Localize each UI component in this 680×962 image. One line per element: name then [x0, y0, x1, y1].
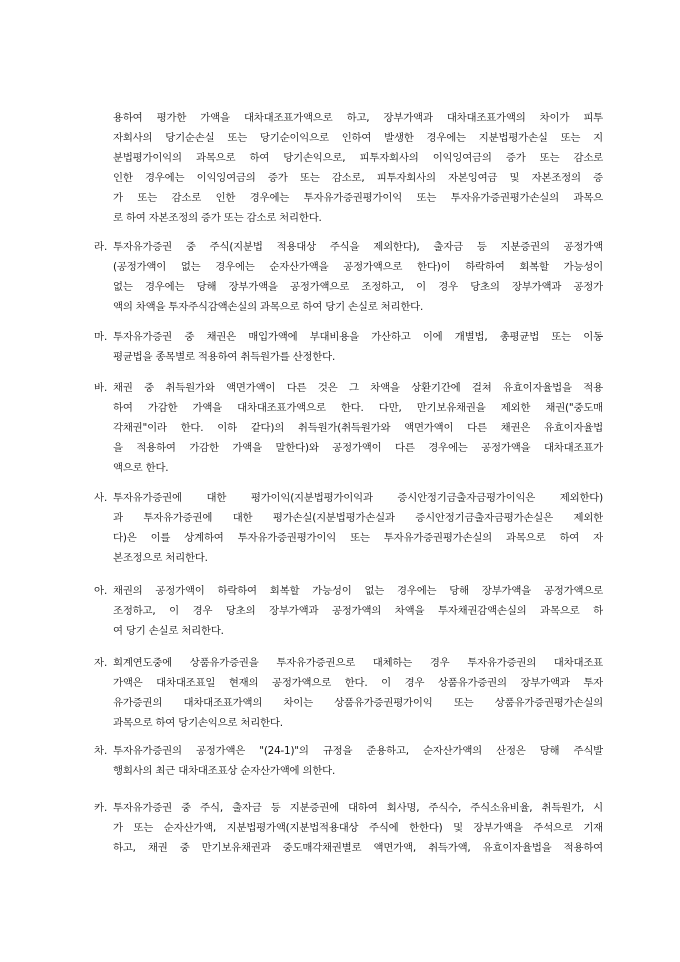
- item-body: [113, 653, 603, 733]
- item-marker: 사.: [94, 492, 108, 504]
- text-line: 없는 경우에는 당해 장부가액을 공정가액으로 조정하고, 이 경우 당초의 장부가액과 공정가: [113, 281, 603, 293]
- text-line: 유가증권의 대차대조표가액의 차이는 상품유가증권평가이익 또는 상품유가증권평가손실의: [113, 697, 603, 709]
- item-body: [113, 327, 603, 367]
- text-line: 여 당기 손실로 처리한다.: [113, 625, 224, 637]
- item-body: [113, 741, 603, 781]
- text-line: 을 적용하여 가감한 가액을 말한다)와 공정가액이 다른 경우에는 공정가액을 대차대조표가: [113, 442, 603, 454]
- text-line: 가액은 대차대조표일 현재의 공정가액으로 한다. 이 경우 상품유가증권의 장부가액과 투자: [113, 677, 603, 689]
- text-line: 액으로 한다.: [113, 462, 169, 474]
- text-line: 로 하여 자본조정의 증가 또는 감소로 처리한다.: [113, 212, 322, 224]
- text-line: 액의 차액을 투자주식감액손실의 과목으로 하여 당기 손실로 처리한다.: [113, 301, 424, 313]
- text-line: 투자유가증권에 대한 평가이익(지분법평가이익과 증시안정기금출자금평가이익은 제외한다): [113, 492, 603, 504]
- text-line: (공정가액이 없는 경우에는 순자산가액을 공정가액으로 한다)이 하락하여 회복할 가능성이: [113, 261, 603, 273]
- text-line: 투자유가증권 중 주식(지분법 적용대상 주식을 제외한다), 출자금 등 지분증권의 공정가액: [113, 241, 603, 253]
- text-line: 투자유가증권 중 채권은 매입가액에 부대비용을 가산하고 이에 개별법, 총평균법 또는 이동: [113, 331, 603, 343]
- text-line: 분법평가이익의 과목으로 하여 당기손익으로, 피투자회사의 이익잉여금의 증가 또는 감소로: [113, 152, 603, 164]
- text-line: 투자유가증권의 공정가액은 "(24-1)"의 규정을 준용하고, 순자산가액의 산정은 당해 주식발: [113, 745, 603, 757]
- item-body: [113, 798, 603, 858]
- item-marker: 아.: [94, 585, 108, 597]
- text-line: 인한 경우에는 이익잉여금의 증가 또는 감소로, 피투자회사의 자본잉여금 및 자본조정의 증: [113, 172, 603, 184]
- text-line: 행회사의 최근 대차대조표상 순자산가액에 의한다.: [113, 765, 336, 777]
- item-body: [113, 378, 603, 478]
- text-line: 가 또는 순자산가액, 지분법평가액(지분법적용대상 주식에 한한다) 및 장부가액을 주석으로 기재: [113, 822, 603, 834]
- item-marker: 카.: [94, 802, 108, 814]
- text-line: 각채권"이라 한다. 이하 같다)의 취득원가(취득원가와 액면가액이 다른 채권은 유효이자율법: [113, 422, 603, 434]
- text-line: 조정하고, 이 경우 당초의 장부가액과 공정가액의 차액을 투자채권감액손실의 과목으로 하: [113, 605, 603, 617]
- text-line: 평균법을 종목별로 적용하여 취득원가를 산정한다.: [113, 351, 336, 363]
- item-marker: 마.: [94, 331, 108, 343]
- text-line: 다)은 이를 상계하여 투자유가증권평가이익 또는 투자유가증권평가손실의 과목으로 하여 자: [113, 532, 603, 544]
- item-body: [113, 581, 603, 641]
- text-line: 과 투자유가증권에 대한 평가손실(지분법평가손실과 증시안정기금출자금평가손실은 제외한: [113, 512, 603, 524]
- item-marker: 자.: [94, 657, 108, 669]
- text-line: 가 또는 감소로 인한 경우에는 투자유가증권평가이익 또는 투자유가증권평가손실의 과목으: [113, 192, 603, 204]
- text-line: 하여 가감한 가액을 대차대조표가액으로 한다. 다만, 만기보유채권을 제외한 채권("중도매: [113, 402, 603, 414]
- text-line: 하고, 채권 중 만기보유채권과 중도매각채권별로 액면가액, 취득가액, 유효이자율법을 적용하여: [113, 842, 603, 854]
- text-line: 투자유가증권 중 주식, 출자금 등 지분증권에 대하여 회사명, 주식수, 주식소유비율, 취득원가, 시: [113, 802, 603, 814]
- item-marker: 바.: [94, 382, 108, 394]
- text-line: 회계연도중에 상품유가증권을 투자유가증권으로 대체하는 경우 투자유가증권의 대차대조표: [113, 657, 603, 669]
- item-body: [113, 237, 603, 317]
- text-line: 과목으로 하여 당기손익으로 처리한다.: [113, 717, 283, 729]
- text-line: 채권의 공정가액이 하락하여 회복할 가능성이 없는 경우에는 당해 장부가액을 공정가액으로: [113, 585, 603, 597]
- item-body: [113, 488, 603, 568]
- text-line: 용하여 평가한 가액을 대차대조표가액으로 하고, 장부가액과 대차대조표가액의 차이가 피투: [113, 112, 603, 124]
- item-marker: 라.: [94, 241, 108, 253]
- text-line: 본조정으로 처리한다.: [113, 552, 208, 564]
- intro-paragraph: [113, 108, 603, 228]
- text-line: 자회사의 당기순손실 또는 당기순이익으로 인하여 발생한 경우에는 지분법평가손실 또는 지: [113, 132, 603, 144]
- text-line: 채권 중 취득원가와 액면가액이 다른 것은 그 차액을 상환기간에 걸쳐 유효이자율법을 적용: [113, 382, 603, 394]
- item-marker: 차.: [94, 745, 108, 757]
